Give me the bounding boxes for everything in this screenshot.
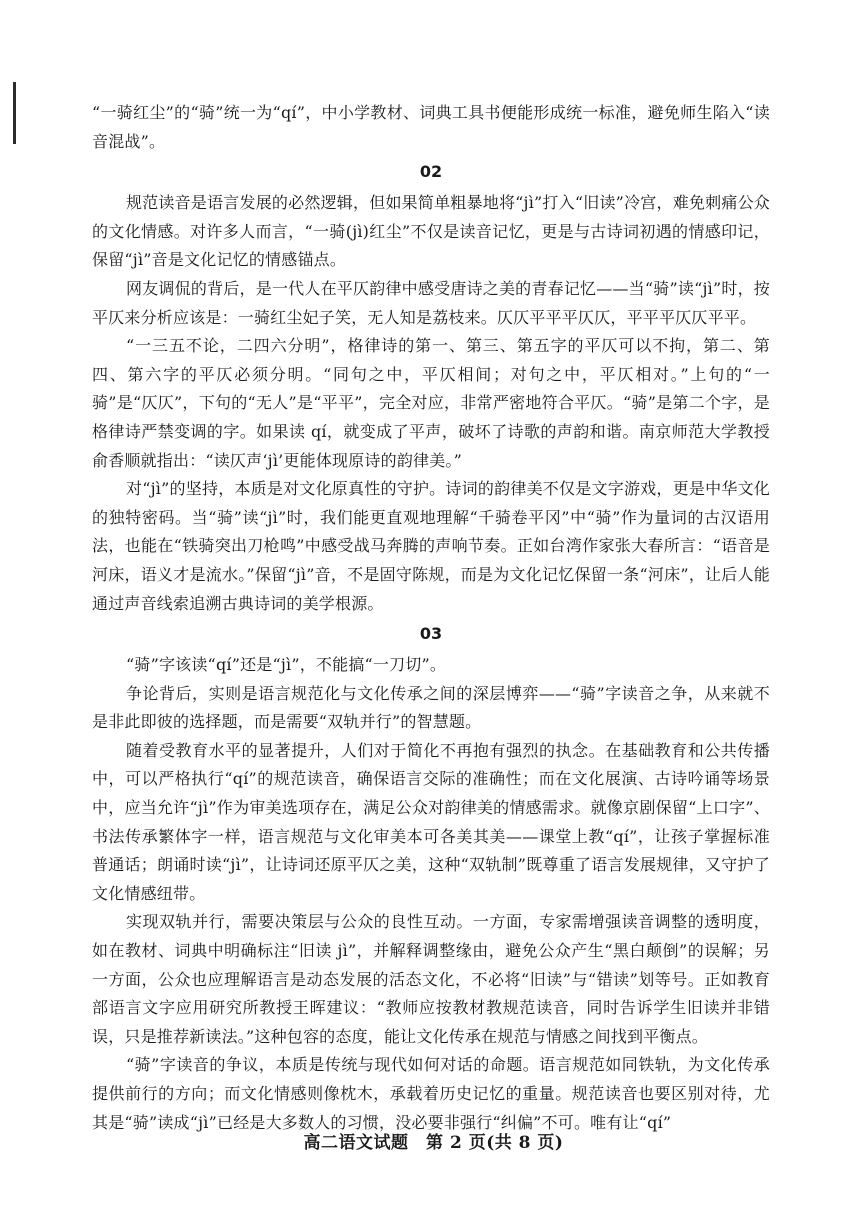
section-number-03: 03 [419,624,443,644]
section3-paragraph-1: “骑”字该读“qí”还是“jì”，不能搞“一刀切”。 [126,655,447,675]
section3-paragraph-4: 实现双轨并行，需要决策层与公众的良性互动。一方面，专家需增强读音调整的透明度，如在教材、词典中明确标注“旧读 jì”，并解释调整缘由，避免公众产生“黑白颠倒”的误解；另一方面，公众也应理解语言是动态发展的活态文化，不必将“旧读”与“错读”划等号。正如教育部语言文字应用研究所教授王晖建议：“教师应按教材教规范读音，同时告诉学生旧读并非错误，只是推荐新读法。”这种包容的态度，能让文化传承在规范与情感之间找到平衡点。 [92,912,770,1046]
section3-paragraph-3: 随着受教育水平的显著提升，人们对于简化不再抱有强烈的执念。在基础教育和公共传播中，可以严格执行“qí”的规范读音，确保语言交际的准确性；而在文化展演、古诗吟诵等场景中，应当允许“jì”作为审美选项存在，满足公众对韵律美的情感需求。就像京剧保留“上口字”、书法传承繁体字一样，语言规范与文化审美本可各美其美——课堂上教“qí”，让孩子掌握标准普通话；朗诵时读“jì”，让诗词还原平仄之美，这种“双轨制”既尊重了语言发展规律，又守护了文化情感纽带。 [92,740,770,903]
section-number-02: 02 [419,162,443,182]
section2-paragraph-4: 对“jì”的坚持，本质是对文化原真性的守护。诗词的韵律美不仅是文字游戏，更是中华文化的独特密码。当“骑”读“jì”时，我们能更直观地理解“千骑卷平冈”中“骑”作为量词的古汉语用法，也能在“铁骑突出刀枪鸣”中感受战马奔腾的声响节奏。正如台湾作家张大春所言：“语音是河床，语义才是流水。”保留“jì”音，不是固守陈规，而是为文化记忆保留一条“河床”，让后人能通过声音线索追溯古典诗词的美学根源。 [92,479,770,613]
section3-paragraph-5: “骑”字读音的争议，本质是传统与现代如何对话的命题。语言规范如同铁轨，为文化传承提供前行的方向；而文化情感则像枕木，承载着历史记忆的重量。规范读音也要区别对待，尤其是“骑”读成“jì”已经是大多数人的习惯，没必要非强行“纠偏”不可。唯有让“qí” [92,1055,770,1132]
section2-paragraph-3: “一三五不论，二四六分明”，格律诗的第一、第三、第五字的平仄可以不拘，第二、第四、第六字的平仄必须分明。“同句之中，平仄相间；对句之中，平仄相对。”上句的“一骑”是“仄仄”，下句的“无人”是“平平”，完全对应，非常严密地符合平仄。“骑”是第二个字，是格律诗严禁变调的字。如果读 qí，就变成了平声，破坏了诗歌的声韵和谐。南京师范大学教授俞香顺就指出：“读仄声‘jì’更能体现原诗的韵律美。” [92,336,770,470]
paragraph-continuation: “一骑红尘”的“骑”统一为“qí”，中小学教材、词典工具书便能形成统一标准，避免师生陷入“读音混战”。 [92,103,770,151]
page-footer: 高二语文试题 第 2 页(共 8 页) [303,1133,564,1153]
section2-paragraph-2: 网友调侃的背后，是一代人在平仄韵律中感受唐诗之美的青春记忆——当“骑”读“jì”时，按平仄来分析应该是：一骑红尘妃子笑，无人知是荔枝来。仄仄平平平仄仄，平平平仄仄平平。 [92,278,770,327]
article-body [92,99,770,1137]
section3-paragraph-2: 争论背后，实则是语言规范化与文化传承之间的深层博弈——“骑”字读音之争，从来就不是非此即彼的选择题，而是需要“双轨并行”的智慧题。 [92,683,770,732]
binding-margin-mark [13,82,16,144]
section2-paragraph-1: 规范读音是语言发展的必然逻辑，但如果简单粗暴地将“jì”打入“旧读”冷宫，难免刺痛公众的文化情感。对许多人而言，“一骑(jì)红尘”不仅是读音记忆，更是与古诗词初遇的情感印记，保留“jì”音是文化记忆的情感锚点。 [92,193,770,270]
